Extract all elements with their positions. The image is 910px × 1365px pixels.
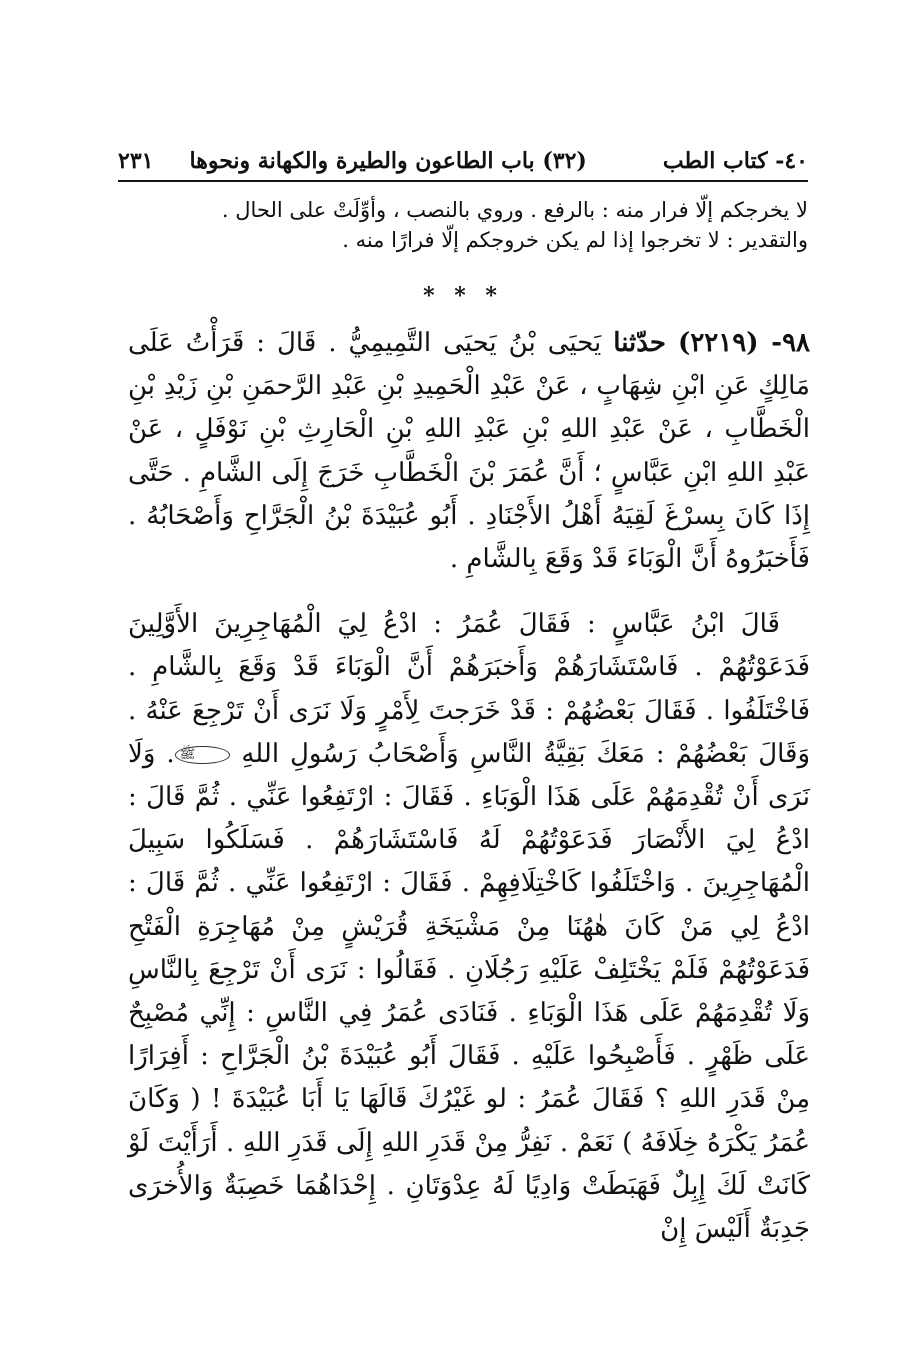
- salawat-symbol: ﷺ: [175, 746, 231, 764]
- hadith-matn-part1: قَالَ ابْنُ عَبَّاسٍ : فَقَالَ عُمَرُ : ادْعُ لِيَ الْمُهَاجِرِينَ الأَوَّلِينَ فَدَعَوْتُهُمْ . فَاسْتَشَارَهُمْ وَأَخبَرَهُمْ أَنَّ الْوَبَاءَ قَدْ وَقَعَ بِالشَّامِ . فَاخْتَلَفُوا . فَقَالَ بَعْضُهُمْ : قَدْ خَرَجتَ لِأَمْرٍ وَلَا نَرَى أَنْ تَرْجِعَ عَنْهُ . وَقَالَ بَعْضُهُمْ : مَعَكَ بَقِيَّةُ النَّاسِ وَأَصْحَابُ رَسُولِ اللهِ: [128, 609, 811, 769]
- commentary-line: والتقدير : لا تخرجوا إذا لم يكن خروجكم إلّا فرارًا منه .: [342, 228, 808, 252]
- hadith-text: [128, 322, 810, 1251]
- hadith-matn-part2: . وَلَا نَرَى أَنْ تُقْدِمَهُمْ عَلَى هَذَا الْوَبَاءِ . فَقَالَ : ارْتَفِعُوا عَنِّي . ثُمَّ قَالَ : ادْعُ لِيَ الأَنْصَارَ فَدَعَوْتُهُمْ لَهُ فَاسْتَشَارَهُمْ . فَسَلَكُوا سَبِيلَ الْمُهَاجِرِينَ . وَاخْتَلَفُوا كَاخْتِلَافِهِمْ . فَقَالَ : ارْتَفِعُوا عَنِّي . ثُمَّ قَالَ : ادْعُ لِي مَنْ كَانَ هٰهُنَا مِنْ مَشْيَخَةِ قُرَيْشٍ مِنْ مُهَاجِرَةِ الْفَتْحِ فَدَعَوْتُهُمْ فَلَمْ يَخْتَلِفْ عَلَيْهِ رَجُلَانِ . فَقَالُوا : نَرَى أَنْ تَرْجِعَ بِالنَّاسِ وَلَا تُقْدِمَهُمْ عَلَى هَذَا الْوَبَاءِ . فَنَادَى عُمَرُ فِي النَّاسِ : إِنِّي مُصْبِحٌ عَلَى ظَهْرٍ . فَأَصْبِحُوا عَلَيْهِ . فَقَالَ أَبُو عُبَيْدَةَ بْنُ الْجَرَّاحِ : أَفِرَارًا مِنْ قَدَرِ اللهِ ؟ فَقَالَ عُمَرُ : لو غَيْرُكَ قَالَهَا يَا أَبَا عُبَيْدَةَ ! ( وَكَانَ عُمَرُ يَكْرَهُ خِلَافَهُ ) نَعَمْ . نَفِرُّ مِنْ قَدَرِ اللهِ إِلَى قَدَرِ اللهِ . أَرَأَيْتَ لَوْ كَانَتْ لَكَ إِبِلٌ فَهَبَطَتْ وَادِيًا لَهُ عِدْوَتَانِ . إِحْدَاهُمَا خَصِبَةٌ وَالأُخرَى جَدِبَةٌ أَلَيْسَ إِنْ: [128, 738, 810, 1245]
- hadith-number: ٩٨- (٢٢١٩): [678, 328, 811, 358]
- commentary-note: [118, 195, 808, 255]
- page-header: [118, 138, 808, 182]
- hadith-isnad: يَحيَى بْنُ يَحيَى التَّمِيمِيُّ . قَالَ : قَرَأْتُ عَلَى مَالِكٍ عَنِ ابْنِ شِهَابٍ ، عَنْ عَبْدِ الْحَمِيدِ بْنِ عَبْدِ الرَّحمَنِ بْنِ زَيْدِ بْنِ الْخَطَّابِ ، عَنْ عَبْدِ اللهِ بْنِ عَبْدِ اللهِ بْنِ الْحَارِثِ بْنِ نَوْفَلٍ ، عَنْ عَبْدِ اللهِ ابْنِ عَبَّاسٍ ؛ أَنَّ عُمَرَ بْنَ الْخَطَّابِ خَرَجَ إِلَى الشَّامِ . حَتَّى إِذَا كَانَ بِسرْغَ لَقِيَهُ أَهْلُ الأَجْنَادِ . أَبُو عُبَيْدَةَ بْنُ الْجَرَّاحِ وَأَصْحَابُهُ . فَأَخبَرُوهُ أَنَّ الْوَبَاءَ قَدْ وَقَعَ بِالشَّامِ .: [128, 328, 810, 575]
- hadith-paragraph: [128, 322, 810, 581]
- chapter-title: (٣٢) باب الطاعون والطيرة والكهانة ونحوها: [189, 148, 587, 174]
- section-separator: * * *: [423, 283, 503, 309]
- commentary-line: لا يخرجكم إلّا فرار منه : بالرفع . وروي بالنصب ، وأوِّلَتْ على الحال .: [221, 198, 808, 222]
- book-title: ٤٠- كتاب الطب: [662, 148, 808, 174]
- hadith-paragraph: [128, 603, 810, 1251]
- page-number: ٢٣١: [118, 148, 154, 174]
- hadith-opening: حدّثنا: [613, 328, 666, 358]
